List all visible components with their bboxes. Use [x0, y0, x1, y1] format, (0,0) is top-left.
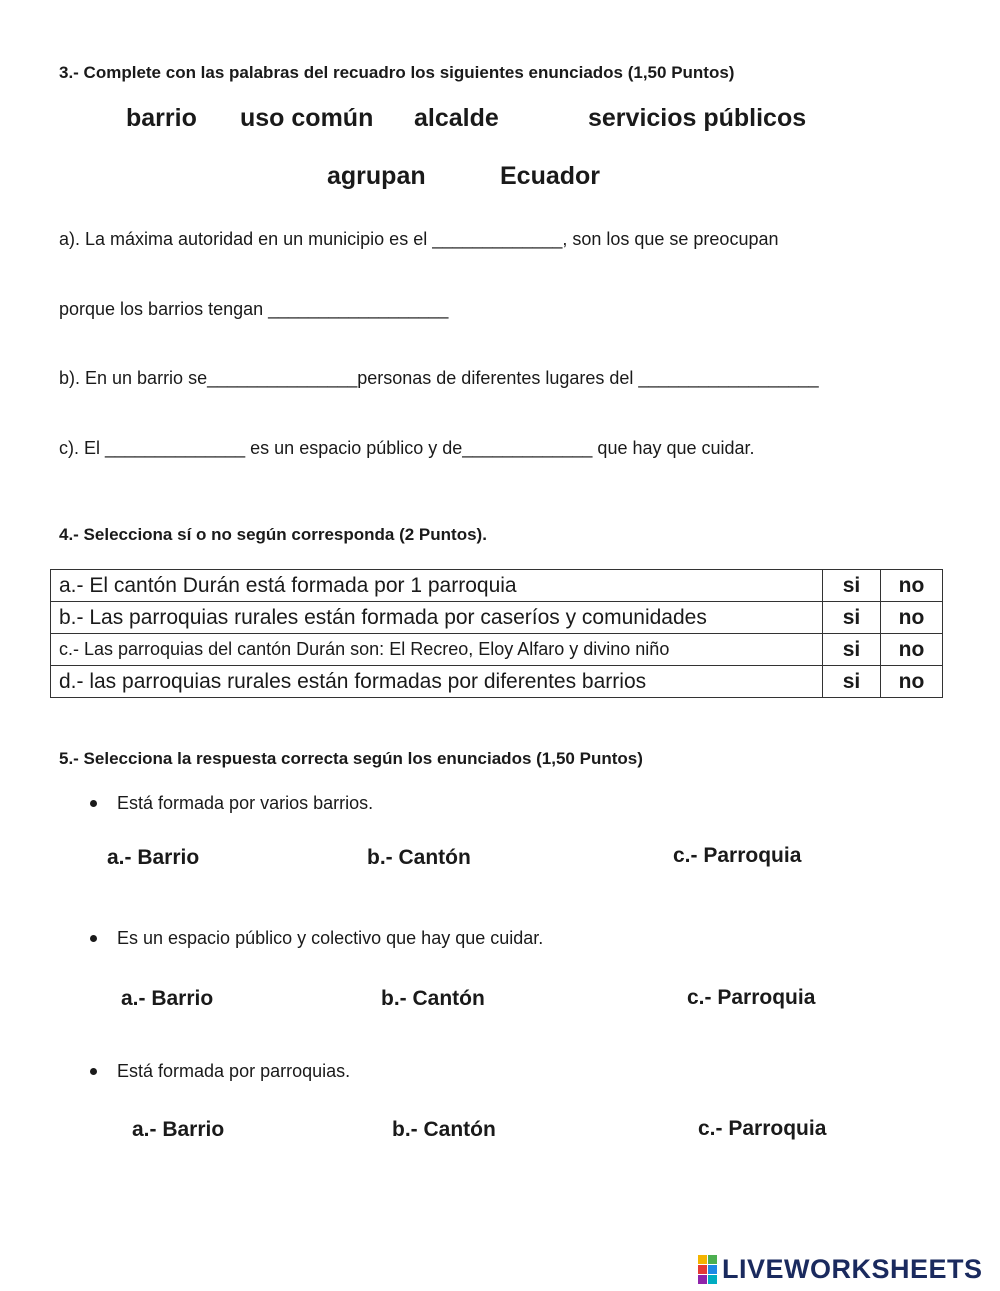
sentence-a-line1: a). La máxima autoridad en un municipio es el _____________, son los que se preocupan — [59, 229, 779, 249]
option-c[interactable]: c.- Parroquia — [698, 1117, 827, 1140]
option-a[interactable]: a.- Barrio — [121, 987, 214, 1010]
word-bank-item: uso común — [240, 104, 374, 132]
table-row — [51, 666, 943, 698]
question-prompt: Es un espacio público y colectivo que hay que cuidar. — [117, 928, 544, 948]
yes-no-table — [50, 569, 943, 698]
yes-option[interactable]: si — [823, 634, 881, 666]
liveworksheets-logo — [698, 1254, 983, 1284]
word-bank-item: barrio — [126, 104, 197, 132]
section-4-heading: 4.- Selecciona sí o no según corresponda (2 Puntos). — [59, 525, 487, 544]
sentence-a-line2: porque los barrios tengan __________________ — [59, 299, 449, 319]
bullet-icon — [90, 800, 97, 807]
option-b[interactable]: b.- Cantón — [392, 1118, 496, 1141]
sentence-c: c). El ______________ es un espacio público y de_____________ que hay que cuidar. — [59, 438, 755, 458]
yes-option[interactable]: si — [823, 666, 881, 698]
no-option[interactable]: no — [881, 666, 943, 698]
table-row — [51, 570, 943, 602]
word-bank-item: alcalde — [414, 104, 499, 132]
section-3-heading: 3.- Complete con las palabras del recuadro los siguientes enunciados (1,50 Puntos) — [59, 63, 735, 82]
question-prompt: Está formada por parroquias. — [117, 1061, 351, 1081]
logo-blocks-icon — [698, 1255, 717, 1284]
option-a[interactable]: a.- Barrio — [107, 846, 200, 869]
sentence-b: b). En un barrio se_______________personas de diferentes lugares del __________________ — [59, 368, 819, 388]
no-option[interactable]: no — [881, 634, 943, 666]
yes-option[interactable]: si — [823, 570, 881, 602]
statement-cell: d.- las parroquias rurales están formadas por diferentes barrios — [51, 666, 823, 698]
section-5-heading: 5.- Selecciona la respuesta correcta según los enunciados (1,50 Puntos) — [59, 749, 643, 768]
question-prompt: Está formada por varios barrios. — [117, 793, 374, 813]
word-bank-item: agrupan — [327, 162, 426, 190]
option-a[interactable]: a.- Barrio — [132, 1118, 225, 1141]
table-row — [51, 602, 943, 634]
table-row — [51, 634, 943, 666]
statement-cell: c.- Las parroquias del cantón Durán son: El Recreo, Eloy Alfaro y divino niño — [51, 634, 823, 666]
logo-text: LIVEWORKSHEETS — [722, 1253, 983, 1284]
word-bank-item: servicios públicos — [588, 104, 807, 132]
option-b[interactable]: b.- Cantón — [367, 846, 471, 869]
option-b[interactable]: b.- Cantón — [381, 987, 485, 1010]
option-c[interactable]: c.- Parroquia — [687, 986, 816, 1009]
statement-cell: b.- Las parroquias rurales están formada por caseríos y comunidades — [51, 602, 823, 634]
no-option[interactable]: no — [881, 602, 943, 634]
option-c[interactable]: c.- Parroquia — [673, 844, 802, 867]
statement-cell: a.- El cantón Durán está formada por 1 parroquia — [51, 570, 823, 602]
bullet-icon — [90, 935, 97, 942]
bullet-icon — [90, 1068, 97, 1075]
word-bank-item: Ecuador — [500, 162, 601, 190]
yes-option[interactable]: si — [823, 602, 881, 634]
no-option[interactable]: no — [881, 570, 943, 602]
